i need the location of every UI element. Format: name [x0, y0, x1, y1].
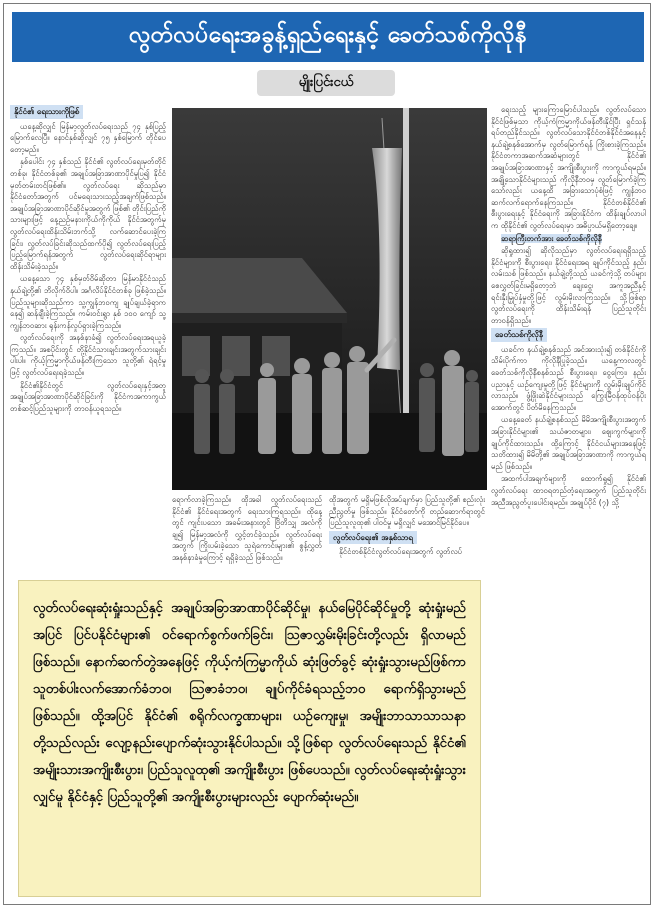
mid-right-subheading: လွတ်လပ်ရေး၏ အနှစ်သာရ: [329, 531, 417, 545]
left-paragraph: ယနေ့သော ၇၄ နှစ်မှတ်ဝိမ်ဆိုတာ မြန်မာနိုင်ငံသည် နယ်ချဲ့တို့၏ ဘိလိုက်ဝိပါ။ အင်္ဂလိပ်နိုင်ငံတစ်ခု ဖြစ်ခဲ့သည်။ ပြည်သူများဆိုသည်ကာ သူ့ကျွန်ဘဝကျ ချုပ်ချယ်ခဲ့ရာကနေ၍ ဆန်ချီးခဲ့ကြသည်။ ကမ်းဝင်းရွာ နှစ် ၁၀၀ ကျော် သူ့ကျွန်ဘဝဆား ရုန်းကန်လှုပ်ရှားခဲ့ကြသည်။: [10, 274, 166, 330]
right-paragraph: ယခင်က နယ်ချဲ့စနစ်သည် အင်အားသုံး၍ တစ်နိုင်ငံကို သိမ်းပိုက်ကာ ကိုလိုနီပြုခဲ့သည်။ ယနေ့ကာလတွင် ခေတ်သစ်ကိုလိုနီစနစ်သည် စီးပွားရေး၊ ငွေကြေး၊ နည်းပညာနှင့် ယဉ်ကျေးမှုတို့ဖြင့် နိုင်ငံများကို လွမ်းမိုးချုပ်ကိုင်လာသည်။ ဖွံ့ဖြိုးဆဲနိုင်ငံများသည် ကြွေးမြီဝန်ထုပ်ဝန်ပိုးအောက်တွင် ပိတ်မိနေကြသည်။: [491, 344, 646, 412]
mid-left-text: [172, 494, 322, 576]
title-banner: [12, 12, 644, 62]
left-paragraph: နိုင်ငံ၏နိုင်ငံတွင် လွတ်လပ်ရေးနှင့်အတူ အချုပ်အခြာအာဏာပိုင်ဆိုင်ခြင်းကို နိုင်ငံကအကာကွယ် တစ်ဆင့်ပြည်သူများကို တာဝန်ယူရသည်။: [10, 380, 166, 413]
right-subheading: ခေတ်သစ်ကိုလိုနီ: [491, 328, 547, 342]
right-paragraph: ယနေ့ခေတ် နယ်ချဲ့စနစ်သည် မိမိအကျိုးစီးပွားအတွက် အခြားနိုင်ငံများ၏ သယံဇာတများ၊ ဈေးကွက်များကို ချုပ်ကိုင်ထားသည်။ ထို့ကြောင့် နိုင်ငံငယ်များအနေဖြင့် သတိထား၍ မိမိတို့၏ အချုပ်အခြာအာဏာကို ကာကွယ်ရမည် ဖြစ်သည်။: [491, 415, 646, 471]
right-paragraph: ရေးသည့် များကြောမြောင်ပါသည်။ လွတ်လပ်သော နိုင်ငံဖြစ်မှသာ ကိုယ့်ကံကြမ္မာကိုယ်ဖန်တီးနိုင်ပြီး ရှင်သန်ရပ်တည်နိုင်သည်။ လွတ်လပ်သောနိုင်ငံတစ်နိုင်ငံအနေနှင့် နယ်ချဲ့စနစ်အောက်မှ လွတ်မြောက်ရန် ကြိုးစားခဲ့ကြသည်။ နိုင်ငံတကာအဆက်အဆံများတွင် နိုင်ငံ၏ အချုပ်အခြာအာဏာနှင့် အကျိုးစီးပွားကို ကာကွယ်ရမည်။ အချို့သောနိုင်ငံများသည် ကိုလိုနီဘဝမှ လွတ်မြောက်ခဲ့ကြသော်လည်း ယနေ့ထိ အခြားသောပုံစံဖြင့် ကျွန်ဘဝ ဆက်လက်ရောက်နေကြသည်။ နိုင်ငံတစ်နိုင်ငံ၏ စီးပွားရေးနှင့် နိုင်ငံရေးကို အခြားနိုင်ငံက ထိန်းချုပ်လာပါက ထိုနိုင်ငံ၏ လွတ်လပ်ရေးမှာ အဓိပ္ပာယ်မရှိတော့ချေ။: [491, 105, 646, 230]
left-paragraph: နှစ်ပေါင်း ၇၄ နှစ်သည် နိုင်ငံ၏ လွတ်လပ်ရေးမှတ်တိုင်တစ်ခု၊ နိုင်ငံတစ်ခု၏ အချုပ်အခြာအာဏာပိုင်မှုပြ၍ နိုင်ငံမှတ်တမ်းတင်ဖြစ်၏။ လွတ်လပ်ရေး ဆိုသည်မှာ နိုင်ငံတော်အတွက် ပင်မရေးသားသည့်အချက်ဖြစ်သည်။ အချုပ်အခြာအာဏာပိုင်ဆိုင်မှုအတွက် ဖြစ်၏ တိုင်းပြည်ကို သားများဖြင့် နေ့ညဉ်မနားကိုယ်ကိုကိုယ် နိုင်ငံအတွက်မှ လွတ်လပ်ရေးထိန်းသိမ်းဘက်သို့ လက်ဆောင်ပေးခဲ့ကြခြင်း၊ လွတ်လပ်ခြင်းဆိုသည်ထက်ပို၍ လွတ်လပ်ရေးပြည့်ပြည့်မြောက်ရန်အတွက် လွတ်လပ်ရေးဆိုင်ရာများ ထိန်းသိမ်းခဲ့သည်။: [10, 157, 166, 271]
article-title: လွတ်လပ်ရေးအခွန့်ရှည်ရေးနှင့် ခေတ်သစ်ကိုလိုနီ: [128, 22, 528, 48]
right-highlight: ဆရာကြီးတက်အား ခေတ်သစ်ကိုလိုနီ: [501, 233, 602, 243]
left-paragraph: လွတ်လပ်ရေးကို အနစ်နာခံ၍ လွတ်လပ်ရေးအရယူခဲ့ကြသည်။ အစပိုင်းတွင် တို့နိုင်ငံသားချင်းအတွက်သားချင်းပါးပါ။ ကိုယ့်ကြမ္မာကိုယ်ဖန်တီးကြသော သူတို့၏ ရဲရင့်မှုဖြင့် လွတ်လပ်ရေးရခဲ့သည်။: [10, 333, 166, 378]
right-paragraph: ဆိုရှုထား၍ ဆိုလိုသည်မှာ လွတ်လပ်ရေးရရှိသည့် နိုင်ငံများကို စီးပွားရေး၊ နိုင်ငံရေးအရ ချုပ်ကိုင်သည့် နည်းလမ်းသစ် ဖြစ်သည်။ နယ်ချဲ့တို့သည် ယခင်ကဲ့သို့ တပ်များစေလွှတ်ခြင်းမရှိတော့ဘဲ ချေးငွေ၊ အကူအညီနှင့် ရင်းနှီးမြှုပ်နှံမှုတို့ဖြင့် လွမ်းမိုးလာကြသည်။ သို့ဖြစ်ရာ လွတ်လပ်ရေးကို ထိန်းသိမ်းရန် ပြည်သူတိုင်း တာဝန်ရှိသည်။: [491, 246, 646, 325]
pull-quote-text: လွတ်လပ်ရေးဆုံးရှုံးသည်နှင့် အချုပ်အခြာအာဏာပိုင်ဆိုင်မှု၊ နယ်မြေပိုင်ဆိုင်မှုတို့ ဆုံးရှုံးမည်အပြင် ပြင်ပနိုင်ငံများ၏ ဝင်ရောက်စွက်ဖက်ခြင်း၊ ဩဇာလွှမ်းမိုးခြင်းတို့လည်း ရှိလာမည်ဖြစ်သည်။ နောက်ဆက်တွဲအနေဖြင့် ကိုယ့်ကံကြမ္မာကိုယ် ဆုံးဖြတ်ခွင့် ဆုံးရှုံးသွားမည်ဖြစ်ကာ သူတစ်ပါးလက်အောက်ခံဘ၀၊ ဩဇာခံဘ၀၊ ချုပ်ကိုင်ခံရသည့်ဘ၀ ရောက်ရှိသွားမည်ဖြစ်သည်။ ထို့အပြင် နိုင်ငံ၏ စရိုက်လက္ခဏာများ၊ ယဉ်ကျေးမှု၊ အမျိုးဘာသာသာသနာတို့သည်လည်း လျော့နည်းပျောက်ဆုံးသွားနိုင်ပါသည်။ သို့ဖြစ်ရာ လွတ်လပ်ရေးသည် နိုင်ငံ၏ အမျိုးသားအကျိုးစီးပွား၊ ပြည်သူလူထု၏ အကျိုးစီးပွား ဖြစ်ပေသည်။ လွတ်လပ်ရေးဆုံးရှုံးသွားလျှင်မူ နိုင်ငံနှင့် ပြည်သူတို့၏ အကျိုးစီးပွားများလည်း ပျောက်ဆုံးမည်။: [33, 601, 466, 805]
mid-left-paragraph: ရောက်လာခဲ့ကြသည်။ ထိုအခါ လွတ်လပ်ရေးသည် နိုင်ငံ၏ နိုင်ငံရေးအတွက် ရေးသားကြရသည်။ ထိုနေ့တွင် ကျင်းပသော အခမ်းအနားတွင် ဗြိတိသျှ အလံကို ချ၍ မြန်မာ့အလံကို လွှင့်တင်ခဲ့သည်။ လွတ်လပ်ရေးအတွက် ကြိုးပမ်းခဲ့သော သူရဲကောင်းများ၏ စွန့်လွှတ်အနစ်နာခံမှုကြောင့် ရရှိခဲ့သည် ဖြစ်သည်။: [172, 495, 322, 562]
mid-right-paragraph: ထိုအတွက် မရှိမဖြစ်လိုအပ်ချက်မှာ ပြည်သူတို့၏ စည်းလုံးညီညွတ်မှု ဖြစ်သည်။ နိုင်ငံတော်ကို တည်ဆောက်ရာတွင် ပြည်သူလူထု၏ ပါဝင်မှု မရှိလျှင် မအောင်မြင်နိုင်ပေ။: [329, 495, 485, 528]
right-column: [491, 104, 646, 899]
mid-right-after: နိုင်ငံတစ်နိုင်ငံလွတ်လပ်ရေးအတွက် လွတ်လပ်: [339, 547, 462, 557]
left-subheading: နိုင်ငံ၏ ရေးသားကိုဖြစ်: [10, 105, 83, 119]
right-paragraph: အထက်ပါအချက်များကို ထောက်ရှု၍ နိုင်ငံ၏ လွတ်လပ်ရေး ထာဝရတည်တံ့ရေးအတွက် ပြည်သူတိုင်း အညီအညွတ်ပူးပေါင်းရမည်။ အချုပ်ပိုင် (၇) သို့: [491, 474, 646, 507]
mid-right-text: [329, 494, 485, 576]
left-paragraph: ယနေ့ဆိုလျှင် မြန်မာ့လွတ်လပ်ရေးသည် ၇၄ နှစ်ပြည့်မြောက်လေပြီ။ နောင်နှစ်ဆိုလျှင် ၇၅ နှစ်မြောက် တိုင်ပေတော့မည်။: [10, 121, 166, 154]
flag-raising-photo: [172, 108, 487, 490]
page-frame: [3, 3, 651, 905]
pull-quote-box: [18, 580, 481, 897]
author-badge: မျိုးပြင်းငယ်: [257, 70, 395, 96]
left-column: [10, 104, 166, 576]
photo-illustration: [172, 108, 487, 490]
right-paragraph: [491, 233, 646, 245]
